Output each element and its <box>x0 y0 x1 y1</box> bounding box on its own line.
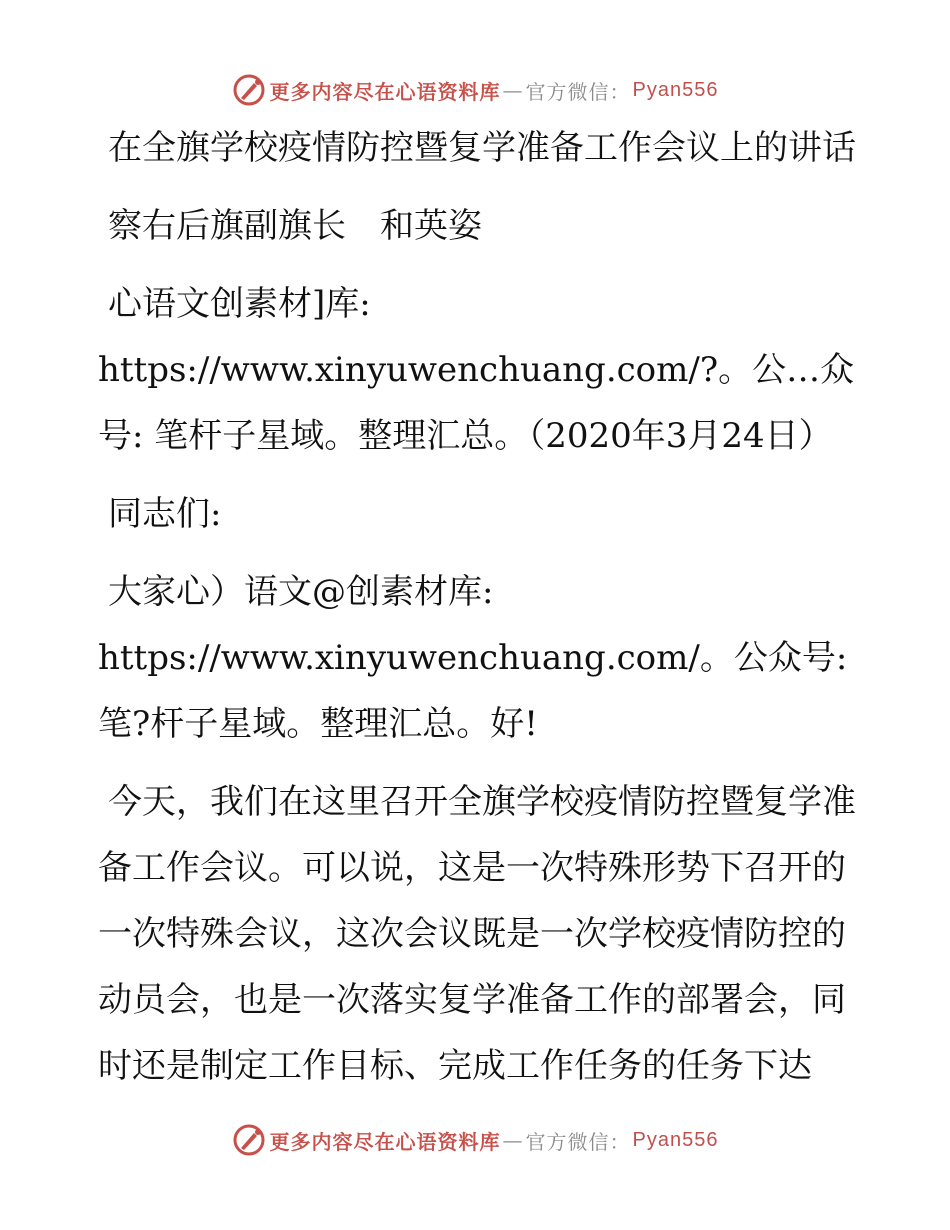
greeting: 大家心）语文@创素材库: https://www.xinyuwenchuang.com/。公众号: 笔?杆子星域。整理汇总。好! <box>98 572 848 744</box>
pen-logo-icon <box>232 73 266 107</box>
source-line: 心语文创素材]库: https://www.xinyuwenchuang.com/?。公…众号: 笔杆子星域。整理汇总。（2020年3月24日） <box>98 284 855 456</box>
watermark-wechat-id: Pyan556 <box>632 78 719 101</box>
document-title: 在全旗学校疫情防控暨复学准备工作会议上的讲话 <box>108 128 856 168</box>
watermark-wechat-label: 官方微信： <box>525 79 631 104</box>
pen-logo-icon <box>232 1123 266 1157</box>
paragraph-1: 今天，我们在这里召开全旗学校疫情防控暨复学准备工作会议。可以说，这是一次特殊形势下召开的一次特殊会议，这次会议既是一次学校疫情防控的动员会，也是一次落实复学准备工作的部署会，同时还是制定工作目标、完成工作任务的任务下达 <box>98 782 856 1086</box>
watermark-wechat-label: 官方微信： <box>525 1129 631 1154</box>
salutation: 同志们: <box>108 494 222 534</box>
watermark-banner-top <box>0 70 950 110</box>
watermark-text: 更多内容尽在心语资料库 <box>269 79 501 104</box>
author-line: 察右后旗副旗长 和英姿 <box>108 206 482 246</box>
watermark-banner-bottom <box>0 1120 950 1160</box>
document-body <box>98 115 858 1111</box>
watermark-wechat-id: Pyan556 <box>632 1128 719 1151</box>
watermark-separator: — <box>502 1128 524 1152</box>
watermark-separator: — <box>502 78 524 102</box>
watermark-text: 更多内容尽在心语资料库 <box>269 1129 501 1154</box>
